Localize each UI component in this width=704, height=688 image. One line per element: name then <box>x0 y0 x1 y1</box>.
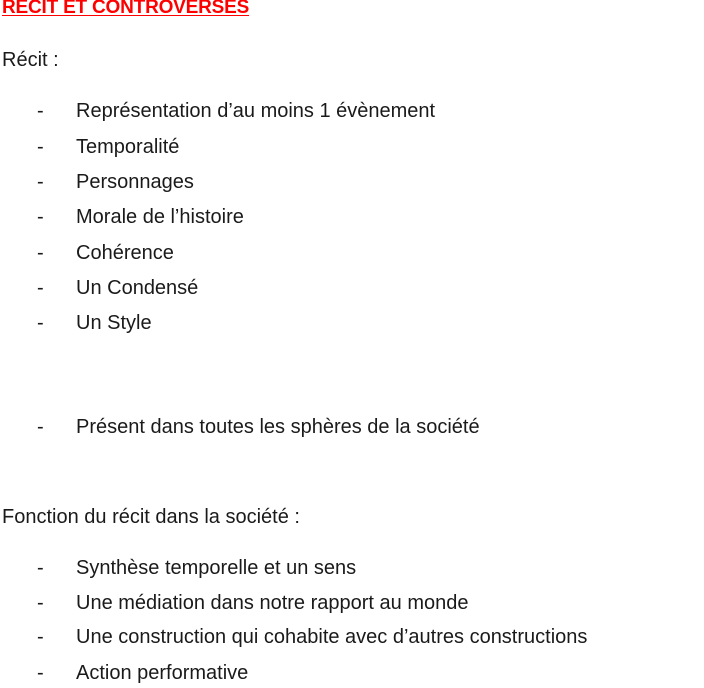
list-item-text: Morale de l’histoire <box>76 206 244 228</box>
bullet-dash: - <box>37 312 44 334</box>
bullet-dash: - <box>37 416 44 438</box>
list-item-text: Action performative <box>76 662 249 684</box>
list-item-text: Un Style <box>76 312 152 334</box>
list-item-text: Cohérence <box>76 242 174 264</box>
bullet-dash: - <box>37 662 44 684</box>
bullet-dash: - <box>37 277 44 299</box>
document-title: RECIT ET CONTROVERSES <box>2 0 250 18</box>
list-item-text: Personnages <box>76 171 194 193</box>
bullet-dash: - <box>37 242 44 264</box>
bullet-dash: - <box>37 100 44 122</box>
bullet-dash: - <box>37 557 44 579</box>
bullet-dash: - <box>37 136 44 158</box>
list-item-text: Synthèse temporelle et un sens <box>76 557 357 579</box>
section-label-fonction: Fonction du récit dans la société : <box>2 506 300 528</box>
bullet-dash: - <box>37 206 44 228</box>
list-item-text: Présent dans toutes les sphères de la société <box>76 416 480 438</box>
bullet-dash: - <box>37 592 44 614</box>
list-item-text: Une médiation dans notre rapport au monde <box>76 592 469 614</box>
bullet-dash: - <box>37 171 44 193</box>
list-item-text: Un Condensé <box>76 277 199 299</box>
list-item-text: Temporalité <box>76 136 180 158</box>
list-item-text: Une construction qui cohabite avec d’autres constructions <box>76 626 588 648</box>
list-item-text: Représentation d’au moins 1 évènement <box>76 100 436 122</box>
section-label-recit: Récit : <box>2 49 59 71</box>
bullet-dash: - <box>37 626 44 648</box>
